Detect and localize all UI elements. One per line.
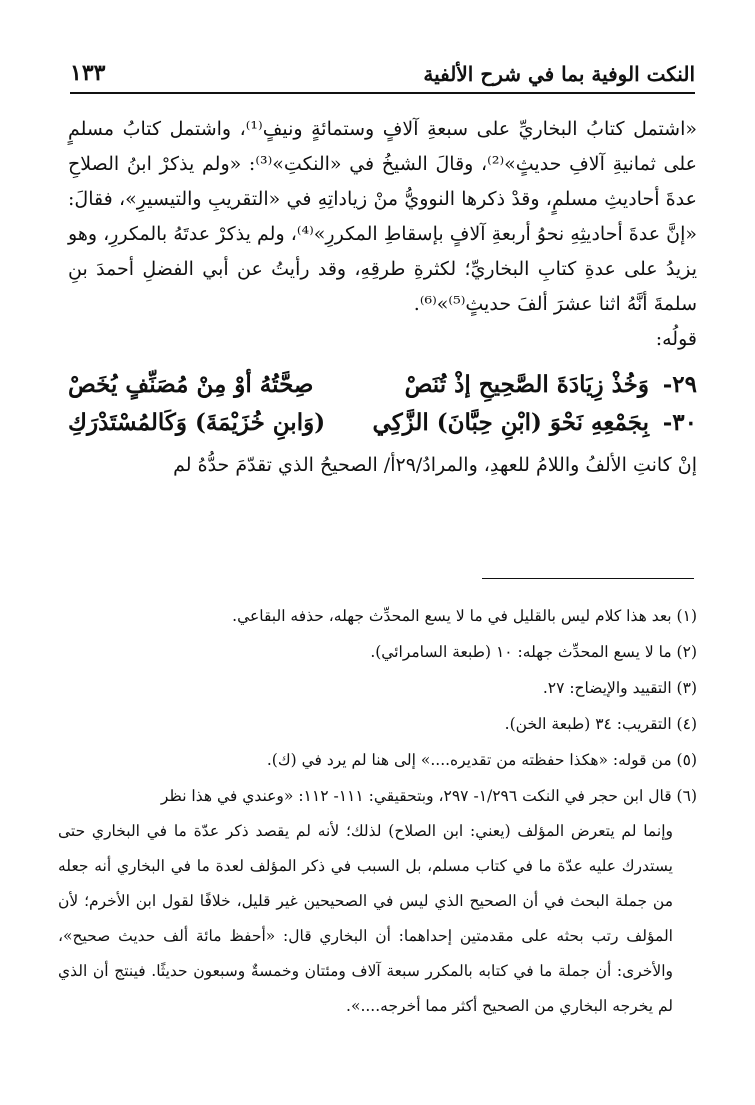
verse — [68, 366, 697, 404]
verse-number: ٣٠- — [662, 409, 697, 436]
poem-verses — [68, 366, 697, 442]
main-text — [68, 112, 697, 483]
footnote: (٦) قال ابن حجر في النكت ١/٢٩٦- ٢٩٧، وبتحقيقي: ١١١- ١١٢: «وعندي في هذا نظر — [160, 787, 697, 805]
page-number: ١٣٣ — [70, 60, 106, 86]
verse-second-hemistich: (وَابنِ خُزَيْمَةَ) وَكَالمُسْتَدْرَكِ — [68, 409, 326, 436]
paragraph: «اشتمل كتابُ البخاريِّ على سبعةِ آلافٍ وستمائةٍ ونيفٍ⁽¹⁾، واشتمل كتابُ مسلمٍ على ثمانيةِ آلافِ حديثٍ»⁽²⁾، وقالَ الشيخُ في «النكتِ»⁽³⁾: «ولم يذكرْ ابنُ الصلاحِ عدةَ أحاديثِ مسلمٍ، وقدْ ذكرها النوويُّ منْ زياداتِهِ في «التقريبِ والتيسيرِ»، فقالَ: «إنَّ عدةَ أحاديثِهِ نحوُ أربعةِ آلافٍ بإسقاطِ المكررِ»⁽⁴⁾، ولم يذكرْ عدتَهُ بالمكررِ، وهو يزيدُ على عدةِ كتابِ البخاريِّ؛ لكثرةِ طرقِهِ، وقد رأيتُ عن أبي الفضلِ أحمدَ بنِ سلمةَ أنَّهُ اثنا عشرَ ألفَ حديثٍ⁽⁵⁾»⁽⁶⁾. — [68, 118, 698, 315]
verse-number: ٢٩- — [662, 371, 697, 398]
section-label: قولُه: — [655, 328, 697, 350]
footnote: (٥) من قوله: «هكذا حفظته من تقديره....» إلى هنا لم يرد في (ك). — [266, 751, 697, 769]
footnotes — [58, 598, 697, 1024]
footnote-continuation: وإنما لم يتعرض المؤلف (يعني: ابن الصلاح) لذلك؛ لأنه لم يقصد ذكر عدّة ما في البخاري حتى يستدرك عليه عدّة ما في كتاب مسلم، بل السبب في ذكر المؤلف لعدة ما في البخاري أنه جعله من جملة البحث في أن الصحيح الذي ليس في الصحيحين غير قليل، خلافًا لقول ابن الأخرم؛ لأن المؤلف رتب بحثه على مقدمتين إحداهما: أن البخاري قال: «أحفظ مائة ألف حديث صحيح»، والأخرى: أن جملة ما في كتابه بالمكرر سبعة آلاف ومئتان وخمسةٌ وسبعون حديثًا. فينتج أن الذي لم يخرجه البخاري من الصحيح أكثر مما أخرجه....». — [58, 822, 673, 1015]
page-header — [70, 52, 695, 94]
paragraph: إنْ كانتِ الألفُ واللامُ للعهدِ، والمرادُ/٢٩أ/ الصحيحُ الذي تقدّمَ حدُّهُ لم — [173, 454, 697, 476]
footnote: (١) بعد هذا كلام ليس بالقليل في ما لا يسع المحدِّث جهله، حذفه البقاعي. — [232, 607, 697, 625]
footnote: (٤) التقريب: ٣٤ (طبعة الخن). — [504, 715, 697, 733]
footnote-separator — [482, 578, 694, 579]
footnote: (٢) ما لا يسع المحدِّث جهله: ١٠ (طبعة السامرائي). — [370, 643, 697, 661]
footnote: (٣) التقييد والإيضاح: ٢٧. — [542, 679, 697, 697]
verse — [68, 404, 697, 442]
verse-first-hemistich: بِجَمْعِهِ نَحْوَ (ابْنِ حِبَّانَ) الزَّكِي — [372, 409, 649, 436]
verse-first-hemistich: وَخُذْ زِيَادَةَ الصَّحِيحِ إذْ تُنَصْ — [404, 371, 649, 398]
verse-second-hemistich: صِحَّتُهُ أوْ مِنْ مُصَنِّفٍ يُخَصْ — [68, 371, 314, 398]
running-title: النكت الوفية بما في شرح الألفية — [423, 62, 695, 86]
